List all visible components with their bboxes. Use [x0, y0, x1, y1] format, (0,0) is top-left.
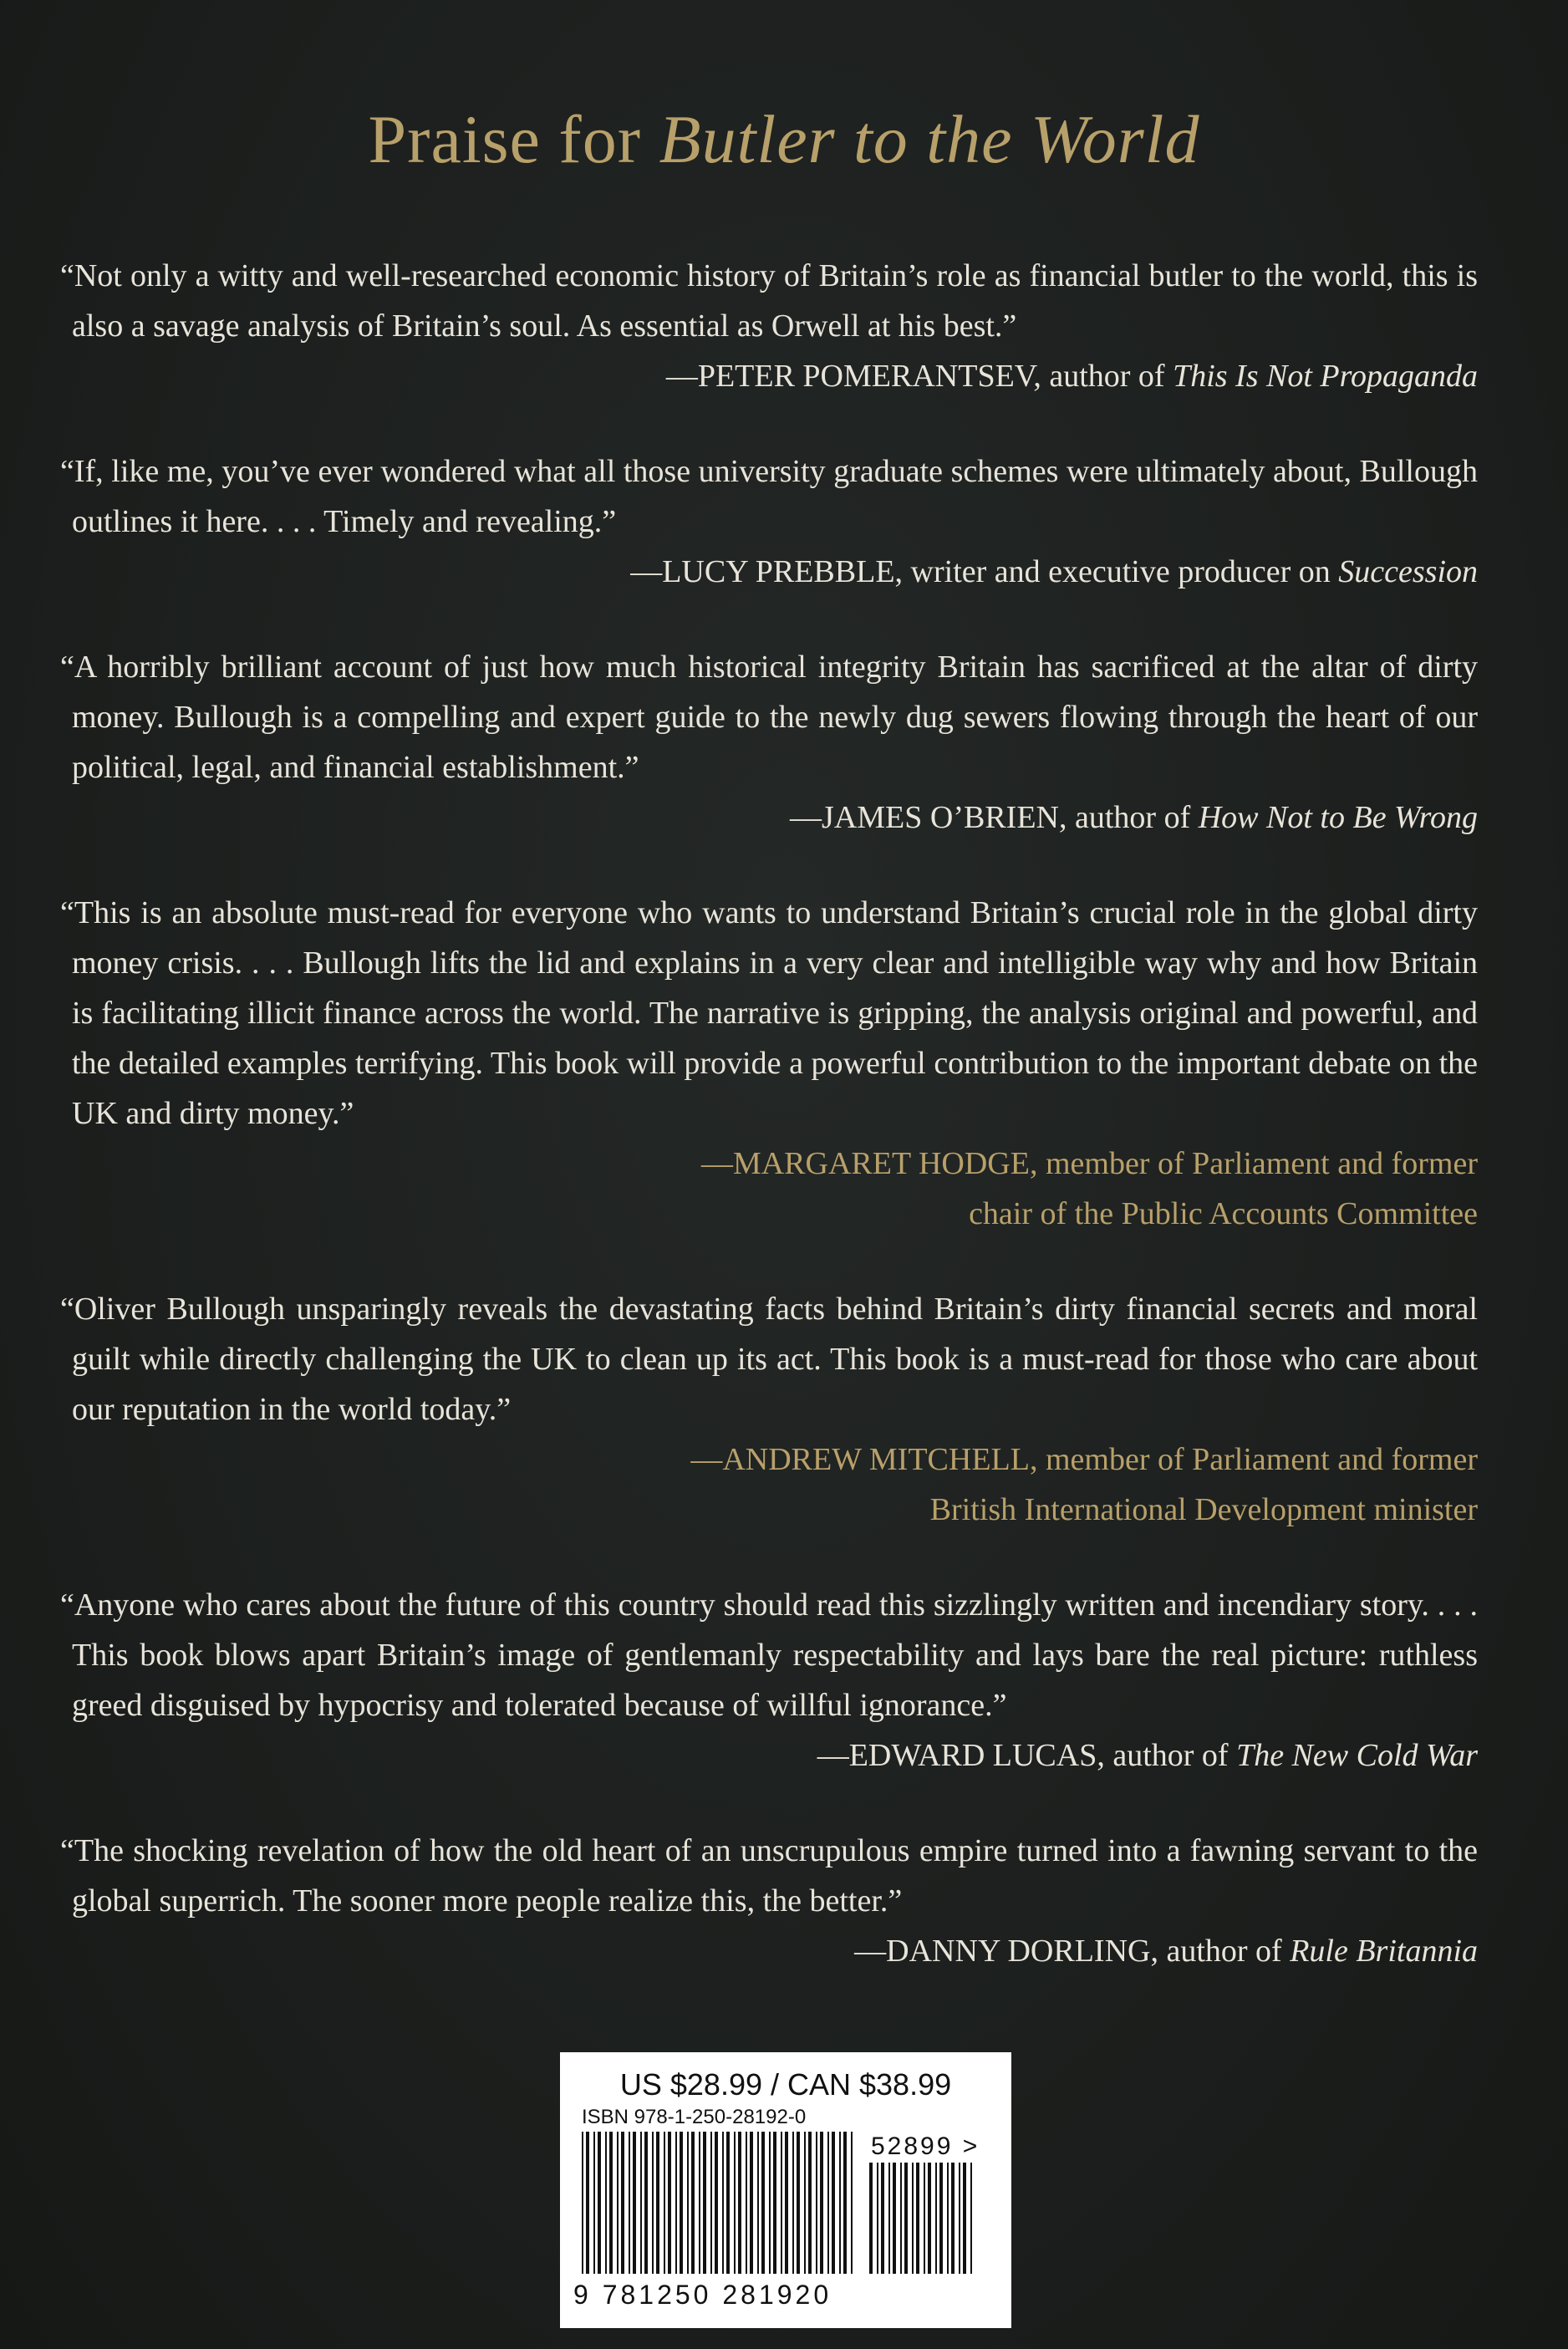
quote-attribution-line1: —ANDREW MITCHELL, member of Parliament and former — [690, 1442, 1478, 1477]
quote-text: “The shocking revelation of how the old heart of an unscrupulous empire turned into a fawning servant to the global superrich. The sooner more people realize this, the better.” — [60, 1833, 1478, 1918]
quote-text: “Anyone who cares about the future of this country should read this sizzlingly written and incendiary story. . . . This book blows apart Britain’s image of gentlemanly respectability and lays bare the real picture: ruthless greed disguised by hypocrisy and tolerated because of willful ignorance.” —EDWARD LUCAS, author of The New Cold War — [60, 1580, 1478, 1730]
barcode-bar — [715, 2132, 718, 2274]
quote-dorling — [60, 1826, 1478, 1976]
barcode-bar — [970, 2163, 972, 2274]
barcode-bar — [881, 2163, 884, 2274]
barcode-bar — [947, 2163, 949, 2274]
barcode-bar — [951, 2163, 955, 2274]
barcode-bar — [668, 2132, 671, 2274]
barcode-bar — [912, 2163, 914, 2274]
barcode-bar — [644, 2132, 648, 2274]
quote-text: “Not only a witty and well-researched economic history of Britain’s role as financial butler to the world, this is also a savage analysis of Britain’s soul. As essential as Orwell at his best.” — [60, 258, 1478, 344]
quote-attribution-line2: British International Development minister — [929, 1492, 1478, 1527]
barcode-bar — [804, 2132, 806, 2274]
barcode-bar — [877, 2163, 878, 2274]
quote-attribution-line1: —MARGARET HODGE, member of Parliament and former — [700, 1146, 1478, 1181]
barcode-bar — [843, 2132, 847, 2274]
barcode-bar — [734, 2132, 736, 2274]
barcode-bar — [869, 2163, 873, 2274]
price-label: US $28.99 / CAN $38.99 — [619, 2067, 952, 2102]
barcode-bar — [808, 2132, 812, 2274]
isbn-digits: 9 781250 281920 — [573, 2280, 832, 2310]
quote-attribution: —EDWARD LUCAS, author of The New Cold War — [817, 1738, 1478, 1773]
barcode-bar — [839, 2132, 841, 2274]
barcode-bar — [675, 2132, 677, 2274]
barcode-bar — [781, 2132, 782, 2274]
barcode-bar — [738, 2132, 741, 2274]
quote-text: “Oliver Bullough unsparingly reveals the devastating facts behind Britain’s dirty financial secrets and moral guilt while directly challenging the UK to clean up its act. This book is a must-read for those who care about our reputation in the world today.” — [60, 1292, 1478, 1427]
barcode-bar — [710, 2132, 712, 2274]
quote-text: “A horribly brilliant account of just how much historical integrity Britain has sacrificed at the altar of dirty money. Bullough is a compelling and expert guide to the newly dug sewers flowing through the heart of our political, legal, and financial establishment.” — [60, 650, 1478, 785]
source-title: How Not to Be Wrong — [1198, 800, 1478, 835]
barcode-bar — [851, 2132, 853, 2274]
quote-lucas — [60, 1580, 1478, 1781]
barcode-bar — [664, 2132, 665, 2274]
quote-attribution: —DANNY DORLING, author of Rule Britannia — [854, 1934, 1478, 1969]
barcode-bar — [959, 2163, 960, 2274]
quote-attribution-line2: chair of the Public Accounts Committee — [969, 1196, 1478, 1231]
barcode-bar — [792, 2132, 794, 2274]
barcode-bar — [963, 2163, 966, 2274]
quote-attribution: —LUCY PREBBLE, writer and executive producer on Succession — [630, 554, 1478, 589]
barcode-bar — [582, 2132, 583, 2274]
quote-attribution: —PETER POMERANTSEV, author of This Is Not Propaganda — [665, 359, 1478, 394]
barcode-bar — [924, 2163, 925, 2274]
barcode-bar — [691, 2132, 695, 2274]
barcode-bar — [893, 2163, 896, 2274]
barcode-bar — [746, 2132, 747, 2274]
quote-hodge — [60, 888, 1478, 1239]
barcode-bar — [888, 2163, 890, 2274]
barcode-bar — [598, 2132, 601, 2274]
quote-text: “This is an absolute must-read for everyone who wants to understand Britain’s crucial role in the global dirty money crisis. . . . Bullough lifts the lid and explains in a very clear and intelligible way why and how Britain is facilitating illicit finance across the world. The narrative is gripping, the analysis original and powerful, and the detailed examples terrifying. This book will provide a powerful contribution to the important debate on the UK and dirty money.” — [60, 895, 1478, 1131]
price-addon-barcode — [869, 2163, 978, 2274]
isbn-label: ISBN 978-1-250-28192-0 — [582, 2106, 807, 2128]
quote-obrien — [60, 642, 1478, 843]
barcode-bar — [703, 2132, 706, 2274]
quote-pomerantsev — [60, 251, 1478, 401]
praise-heading — [0, 100, 1568, 179]
isbn-barcode — [582, 2132, 858, 2274]
barcode-bar — [687, 2132, 689, 2274]
barcode-bar — [726, 2132, 730, 2274]
barcode-bar — [621, 2132, 624, 2274]
barcode-bar — [640, 2132, 642, 2274]
barcode-bar — [769, 2132, 771, 2274]
barcode-bar — [797, 2132, 800, 2274]
barcode-bar — [827, 2132, 829, 2274]
quote-attribution: —JAMES O’BRIEN, author of How Not to Be Wrong — [790, 800, 1478, 835]
barcode-bar — [633, 2132, 636, 2274]
barcode-bar — [586, 2132, 589, 2274]
barcode-bar — [722, 2132, 724, 2274]
quote-mitchell — [60, 1284, 1478, 1535]
barcode-bar — [773, 2132, 776, 2274]
barcode-bar — [928, 2163, 931, 2274]
source-title: Succession — [1338, 554, 1478, 589]
barcode-bar — [785, 2132, 788, 2274]
barcode-bar — [605, 2132, 607, 2274]
barcode-bar — [617, 2132, 619, 2274]
barcode-bar — [750, 2132, 753, 2274]
quote-text: “If, like me, you’ve ever wondered what all those university graduate schemes were ultimately about, Bullough outlines it here. . . . Timely and revealing.” — [60, 454, 1478, 539]
barcode-bar — [935, 2163, 937, 2274]
barcode-bar — [761, 2132, 765, 2274]
barcode-bar — [832, 2132, 835, 2274]
barcode-bar — [609, 2132, 613, 2274]
barcode-bar — [900, 2163, 902, 2274]
heading-prefix: Praise for — [368, 101, 659, 177]
source-title: Rule Britannia — [1290, 1934, 1478, 1969]
barcode-bar — [652, 2132, 654, 2274]
barcode-bar — [757, 2132, 759, 2274]
barcode-bar — [656, 2132, 659, 2274]
barcode-bar — [593, 2132, 595, 2274]
source-title: This Is Not Propaganda — [1173, 359, 1478, 394]
book-title: Butler to the World — [659, 101, 1200, 177]
praise-quotes — [60, 251, 1478, 2021]
price-addon-digits: 52899 > — [871, 2132, 980, 2160]
barcode-box — [560, 2052, 1011, 2328]
barcode-bar — [699, 2132, 700, 2274]
barcode-bar — [816, 2132, 817, 2274]
barcode-bar — [629, 2132, 630, 2274]
barcode-bar — [820, 2132, 823, 2274]
barcode-bar — [916, 2163, 919, 2274]
quote-prebble — [60, 446, 1478, 597]
barcode-bar — [904, 2163, 908, 2274]
source-title: The New Cold War — [1236, 1738, 1478, 1773]
barcode-bar — [680, 2132, 683, 2274]
barcode-bar — [939, 2163, 943, 2274]
